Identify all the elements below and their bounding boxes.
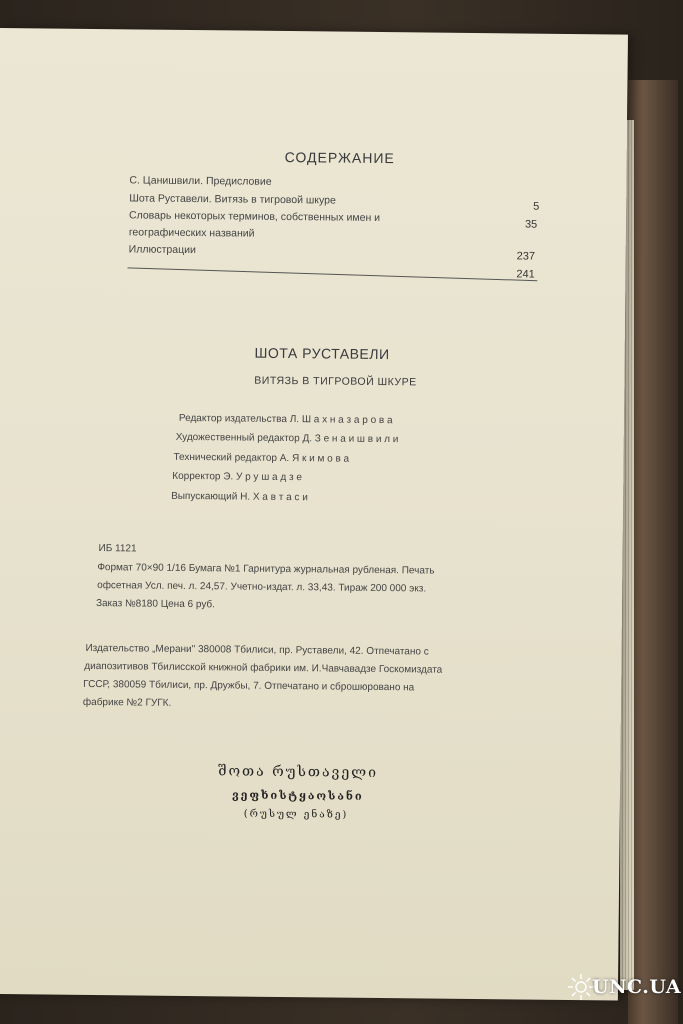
staff-line: Технический редактор А. Я к и м о в а: [173, 451, 350, 465]
toc-divider: [127, 267, 537, 281]
georgian-language-note: (რუსულ ენაზე): [243, 808, 349, 821]
toc-page-number: 35: [524, 218, 538, 231]
imprint-line: Формат 70×90 1/16 Бумага №1 Гарнитура журнальная рубленая. Печать: [97, 562, 435, 577]
imprint-line: офсетная Усл. печ. л. 24,57. Учетно-издат. л. 33,43. Тираж 200 000 экз.: [97, 580, 427, 595]
toc-page-number: 237: [516, 250, 536, 263]
publisher-line: диапозитивов Тбилисской книжной фабрики им. И.Чавчавадзе Госкомиздата: [84, 660, 443, 676]
publisher-line: Издательство „Мерани" 380008 Тбилиси, пр. Руставели, 42. Отпечатано с: [85, 642, 429, 658]
staff-line: Художественный редактор Д. З е н а и ш в и л и: [175, 431, 399, 446]
toc-entry: С. Цанишвили. Предисловие: [129, 174, 272, 188]
book-title: ВИТЯЗЬ В ТИГРОВОЙ ШКУРЕ: [254, 374, 417, 389]
georgian-author: შოთა რუსთაველი: [218, 763, 379, 781]
toc-entry: географических названий: [128, 226, 255, 240]
toc-entry: Шота Руставели. Витязь в тигровой шкуре: [129, 192, 336, 207]
watermark-text: UNC.UA: [592, 976, 682, 998]
book-spine-edge: [628, 80, 678, 1024]
imprint-line: Заказ №8180 Цена 6 руб.: [95, 598, 216, 611]
toc-page-number: 5: [533, 200, 540, 213]
toc-entry: Словарь некоторых терминов, собственных имен и: [128, 209, 381, 224]
toc-entry: Иллюстрации: [128, 243, 196, 257]
staff-line: Выпускающий Н. Х а в т а с и: [171, 490, 308, 504]
book-author: ШОТА РУСТАВЕЛИ: [254, 344, 390, 363]
staff-line: Корректор Э. У р у ш а д з е: [172, 470, 302, 484]
staff-line: Редактор издательства Л. Ш а х н а з а р о в а: [178, 412, 393, 427]
publisher-line: фабрике №2 ГУГК.: [82, 696, 172, 709]
toc-page-number: 241: [516, 268, 535, 281]
book-page: [0, 28, 628, 1001]
publisher-line: ГССР, 380059 Тбилиси, пр. Дружбы, 7. Отпечатано и сброшюровано на: [83, 678, 415, 694]
imprint-ib: ИБ 1121: [98, 543, 137, 555]
toc-heading: СОДЕРЖАНИЕ: [284, 148, 395, 167]
georgian-title: ვეფხისტყაოსანი: [231, 788, 364, 803]
